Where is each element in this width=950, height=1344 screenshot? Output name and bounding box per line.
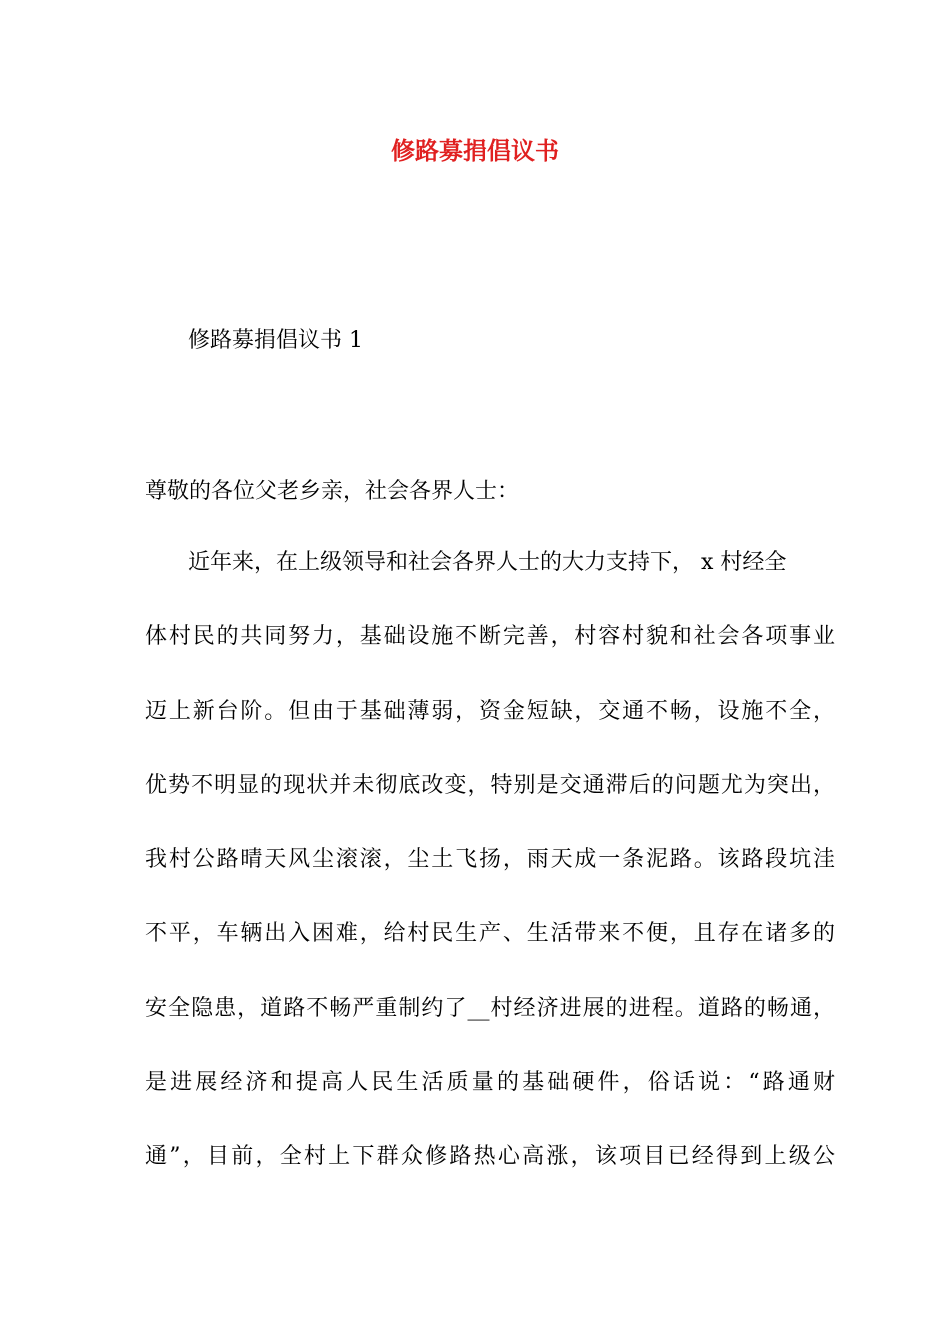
section-subtitle: 修路募捐倡议书 1	[188, 328, 363, 353]
body-line: 体村民的共同努力，基础设施不断完善，村容村貌和社会各项事业	[145, 624, 835, 650]
body-line: 不平，车辆出入困难，给村民生产、生活带来不便，且存在诸多的	[145, 921, 835, 947]
salutation: 尊敬的各位父老乡亲，社会各界人士：	[145, 479, 520, 504]
body-line: 通”，目前，全村上下群众修路热心高涨，该项目已经得到上级公	[145, 1144, 835, 1170]
body-line: 近年来，在上级领导和社会各界人士的大力支持下， x 村经全	[188, 550, 787, 575]
body-line: 优势不明显的现状并未彻底改变，特别是交通滞后的问题尤为突出，	[145, 772, 835, 798]
body-line: 是进展经济和提高人民生活质量的基础硬件，俗话说：“路通财	[145, 1070, 835, 1096]
document-title: 修路募捐倡议书	[391, 136, 559, 165]
body-line: 安全隐患，道路不畅严重制约了__村经济进展的进程。道路的畅通，	[145, 995, 835, 1021]
body-text	[145, 548, 835, 1217]
body-line: 我村公路晴天风尘滚滚，尘土飞扬，雨天成一条泥路。该路段坑洼	[145, 847, 835, 873]
body-line: 迈上新台阶。但由于基础薄弱，资金短缺，交通不畅，设施不全，	[145, 698, 835, 724]
